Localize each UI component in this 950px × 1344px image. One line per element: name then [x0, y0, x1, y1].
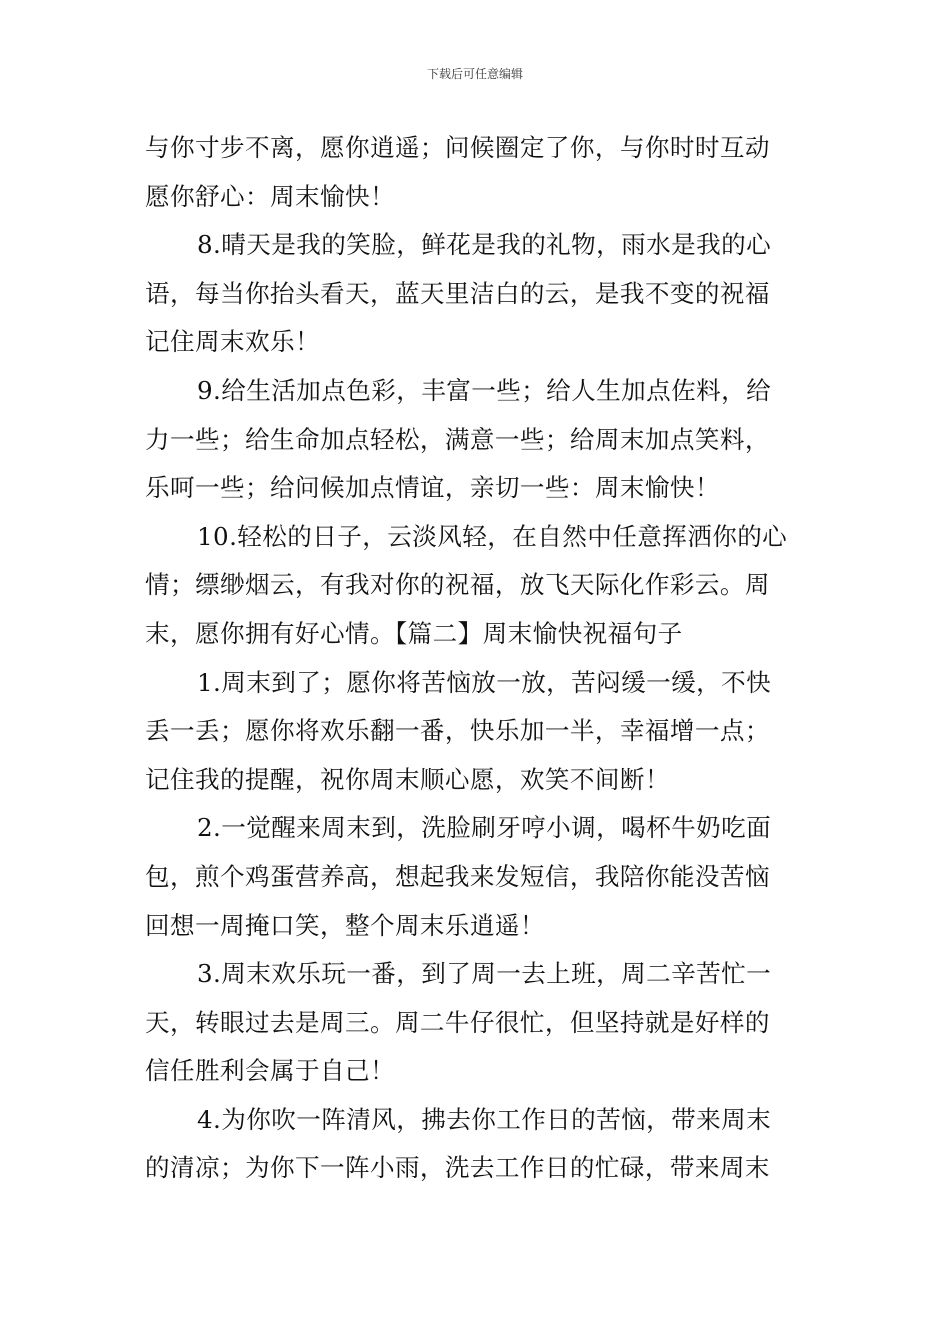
text-line: 情；缥缈烟云，有我对你的祝福，放飞天际化作彩云。周	[145, 570, 770, 600]
text-line: 愿你舒心：周末愉快！	[145, 181, 395, 211]
text-line: 天，转眼过去是周三。周二牛仔很忙，但坚持就是好样的	[145, 1007, 770, 1037]
body-text	[145, 124, 811, 1193]
text-line: 4.为你吹一阵清风，拂去你工作日的苦恼，带来周末	[197, 1104, 772, 1134]
text-line: 乐呵一些；给问候加点情谊，亲切一些：周末愉快！	[145, 473, 720, 503]
text-line: 末，愿你拥有好心情。【篇二】周末愉快祝福句子	[145, 618, 683, 648]
text-line: 2.一觉醒来周末到，洗脸刷牙哼小调，喝杯牛奶吃面	[197, 813, 772, 843]
text-line: 记住我的提醒，祝你周末顺心愿，欢笑不间断！	[145, 764, 670, 794]
page-header: 下载后可任意编辑	[426, 67, 523, 81]
text-line: 的清凉；为你下一阵小雨，洗去工作日的忙碌，带来周末	[145, 1153, 770, 1183]
text-line: 记住周末欢乐！	[145, 327, 320, 357]
text-line: 包，煎个鸡蛋营养高，想起我来发短信，我陪你能没苦恼	[145, 861, 770, 891]
text-line: 10.轻松的日子，云淡风轻，在自然中任意挥洒你的心	[197, 521, 788, 551]
text-line: 与你寸步不离，愿你逍遥；问候圈定了你，与你时时互动	[145, 133, 770, 162]
text-line: 语，每当你抬头看天，蓝天里洁白的云，是我不变的祝福	[145, 278, 770, 308]
text-line: 力一些；给生命加点轻松，满意一些；给周末加点笑料，	[145, 424, 770, 454]
text-line: 丢一丢；愿你将欢乐翻一番，快乐加一半，幸福增一点；	[145, 716, 770, 746]
text-line: 1.周末到了；愿你将苦恼放一放，苦闷缓一缓，不快	[197, 667, 772, 697]
text-line: 8.晴天是我的笑脸，鲜花是我的礼物，雨水是我的心	[197, 230, 772, 260]
text-line: 3.周末欢乐玩一番，到了周一去上班，周二辛苦忙一	[197, 959, 772, 989]
text-line: 9.给生活加点色彩，丰富一些；给人生加点佐料，给	[197, 375, 772, 405]
text-line: 回想一周掩口笑，整个周末乐逍遥！	[145, 910, 545, 940]
text-line: 信任胜利会属于自己！	[145, 1056, 395, 1086]
